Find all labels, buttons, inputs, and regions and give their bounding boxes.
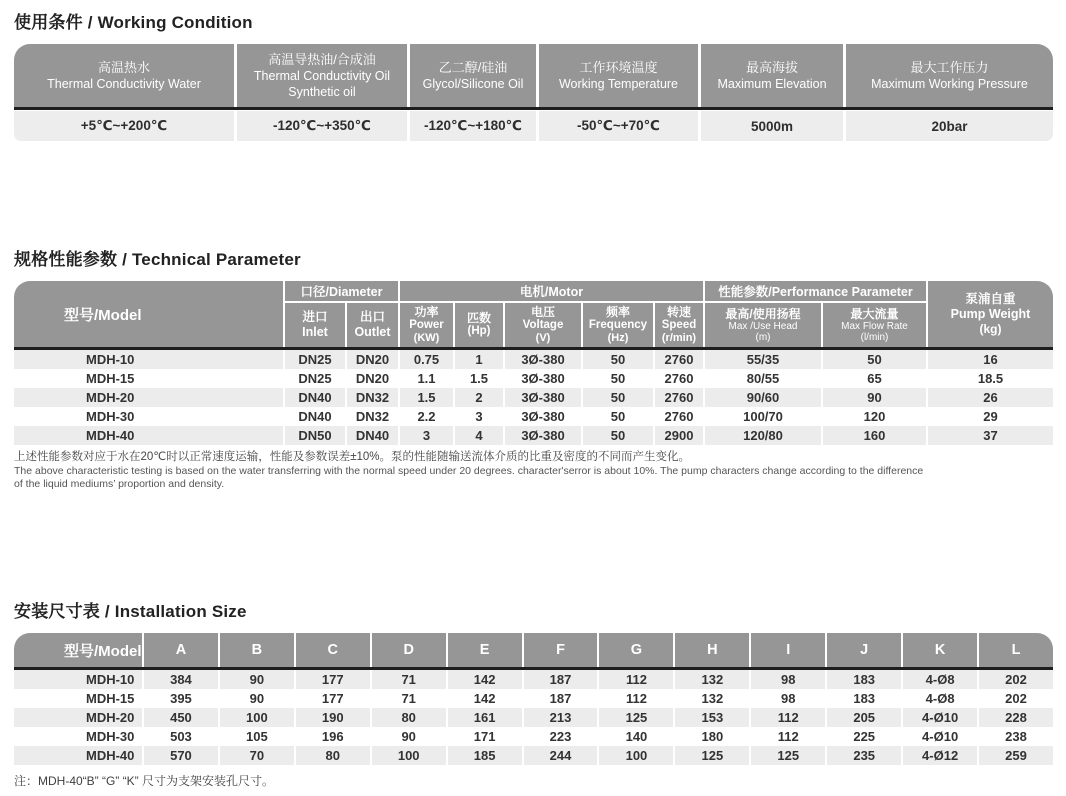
header-zh: 进口 [302, 310, 328, 324]
cell: 2760 [655, 369, 703, 388]
cell: 71 [372, 689, 446, 708]
cell: 213 [524, 708, 598, 727]
cell: 1.5 [455, 369, 503, 388]
header-frequency [583, 303, 653, 347]
cell: 4-Ø12 [903, 746, 977, 765]
cell: 105 [220, 727, 294, 746]
header-en: Max /Use Head [728, 321, 798, 332]
value-working-temp: -50℃~+70℃ [539, 111, 698, 141]
cell: 171 [448, 727, 522, 746]
cell: DN32 [347, 407, 398, 426]
installation-size-title: 安装尺寸表 / Installation Size [14, 602, 247, 621]
cell: 177 [296, 689, 370, 708]
header-en: (Hp) [467, 325, 491, 338]
header-pump-weight [928, 281, 1053, 347]
table-row [14, 708, 1053, 727]
cell: 100 [220, 708, 294, 727]
header-unit: (V) [535, 332, 551, 344]
header-zh: 最高/使用扬程 [725, 307, 801, 321]
cell: 196 [296, 727, 370, 746]
header-zh: 转速 [666, 304, 691, 319]
table-row [14, 388, 1053, 407]
technical-header [14, 281, 1053, 347]
cell: 132 [675, 689, 749, 708]
cell: 1 [455, 350, 503, 369]
technical-note-en: The above characteristic testing is based on the water transferring with the normal speed under 20 degrees. character'serror is about 10%. The pump characters change according to the difference of the liquid mediums’ proportion and density. [14, 465, 924, 490]
cell: 160 [823, 426, 926, 445]
header-unit: (Hz) [607, 332, 629, 344]
cell: 185 [448, 746, 522, 765]
cell: 90 [823, 388, 926, 407]
cell: 132 [675, 670, 749, 689]
header-zh: 出口 [359, 310, 385, 324]
header-en: Outlet [354, 325, 391, 339]
header-en: Thermal Conductivity Water [47, 77, 201, 91]
cell: 18.5 [928, 369, 1053, 388]
cell: 120/80 [705, 426, 821, 445]
header-cell-hot-water [14, 44, 234, 107]
value-max-elevation: 5000m [701, 111, 843, 141]
table-row [14, 407, 1053, 426]
cell: 80 [372, 708, 446, 727]
cell: 4-Ø10 [903, 708, 977, 727]
cell: 90 [220, 670, 294, 689]
cell: 4-Ø8 [903, 670, 977, 689]
cell: 244 [524, 746, 598, 765]
cell: 2 [455, 388, 503, 407]
header-en: Inlet [302, 325, 328, 339]
header-zh: 乙二醇/硅油 [438, 60, 508, 75]
working-condition-table [14, 44, 1053, 141]
header-dim-j: J [827, 633, 901, 667]
technical-parameter-table [14, 281, 1053, 445]
header-en: Maximum Working Pressure [871, 77, 1028, 91]
header-dim-e: E [448, 633, 522, 667]
cell: 183 [827, 689, 901, 708]
working-condition-value-row [14, 111, 1053, 141]
cell: 177 [296, 670, 370, 689]
header-divider-line [14, 107, 1053, 110]
cell: 503 [144, 727, 218, 746]
table-row [14, 369, 1053, 388]
header-dim-b: B [220, 633, 294, 667]
header-zh: 频率 [605, 304, 630, 319]
cell: 3Ø-380 [505, 350, 581, 369]
header-en: Glycol/Silicone Oil [422, 77, 524, 91]
cell: 100/70 [705, 407, 821, 426]
cell-model: MDH-20 [14, 708, 142, 727]
cell: 90 [220, 689, 294, 708]
working-condition-header-row [14, 44, 1053, 107]
cell: 80 [296, 746, 370, 765]
header-zh: 泵浦自重 [965, 292, 1016, 306]
header-cell-glycol [410, 44, 536, 107]
cell: 70 [220, 746, 294, 765]
cell-model: MDH-40 [14, 746, 142, 765]
header-zh: 最大流量 [850, 307, 899, 321]
header-zh: 工作环境温度 [579, 60, 658, 75]
working-condition-title: 使用条件 / Working Condition [14, 13, 253, 32]
cell: 100 [372, 746, 446, 765]
cell: 225 [827, 727, 901, 746]
table-row [14, 727, 1053, 746]
cell: 65 [823, 369, 926, 388]
cell: 2900 [655, 426, 703, 445]
cell-model: MDH-10 [14, 350, 283, 369]
header-en: Max Flow Rate [841, 321, 908, 332]
header-unit: (m) [755, 332, 771, 343]
cell: 90/60 [705, 388, 821, 407]
header-voltage [505, 303, 581, 347]
cell: 26 [928, 388, 1053, 407]
header-inlet [285, 303, 345, 347]
cell: 153 [675, 708, 749, 727]
cell-model: MDH-30 [14, 727, 142, 746]
value-thermal-oil: -120℃~+350℃ [237, 111, 407, 141]
value-max-pressure: 20bar [846, 111, 1053, 141]
cell: 120 [823, 407, 926, 426]
cell: 140 [599, 727, 673, 746]
cell: 50 [583, 426, 653, 445]
cell: 180 [675, 727, 749, 746]
header-speed [655, 303, 703, 347]
cell: DN20 [347, 369, 398, 388]
cell: 50 [583, 350, 653, 369]
cell: 1.5 [400, 388, 453, 407]
cell: 112 [599, 689, 673, 708]
cell: 3 [455, 407, 503, 426]
table-row [14, 426, 1053, 445]
installation-note: 注：MDH-40“B” “G” “K” 尺寸为支架安装孔尺寸。 [14, 774, 274, 788]
cell: 3Ø-380 [505, 369, 581, 388]
header-en: Speed [661, 319, 697, 331]
header-en: Maximum Elevation [717, 77, 827, 91]
header-zh: 最高海拔 [745, 60, 798, 75]
header-en: Frequency [588, 319, 648, 331]
cell: DN32 [347, 388, 398, 407]
header-en: Power [409, 319, 444, 331]
cell: 259 [979, 746, 1053, 765]
cell: 50 [823, 350, 926, 369]
header-zh: 电压 [530, 304, 555, 319]
header-cell-working-temp [539, 44, 698, 107]
cell: 235 [827, 746, 901, 765]
cell: 29 [928, 407, 1053, 426]
cell: 190 [296, 708, 370, 727]
cell: 205 [827, 708, 901, 727]
cell: DN50 [285, 426, 345, 445]
header-zh: 高温热水 [97, 60, 150, 75]
cell: 112 [751, 727, 825, 746]
installation-size-table [14, 633, 1053, 765]
header-dim-i: I [751, 633, 825, 667]
cell: 2760 [655, 388, 703, 407]
cell: DN25 [285, 350, 345, 369]
header-unit: (kg) [979, 322, 1002, 336]
cell: 98 [751, 689, 825, 708]
cell: DN40 [285, 407, 345, 426]
cell: 3 [400, 426, 453, 445]
value-glycol: -120℃~+180℃ [410, 111, 536, 141]
cell: 142 [448, 689, 522, 708]
cell: 183 [827, 670, 901, 689]
technical-note-zh: 上述性能参数对应于水在20℃时以正常速度运输，性能及参数误差±10%。泵的性能随输送流体介质的比重及密度的不同而产生变化。 [14, 451, 691, 463]
header-en: Pump Weight [950, 307, 1031, 321]
cell: 50 [583, 407, 653, 426]
cell-model: MDH-40 [14, 426, 283, 445]
cell: 187 [524, 670, 598, 689]
cell: 2.2 [400, 407, 453, 426]
cell: 161 [448, 708, 522, 727]
cell: DN20 [347, 350, 398, 369]
cell: 80/55 [705, 369, 821, 388]
header-dim-h: H [675, 633, 749, 667]
technical-parameter-title: 规格性能参数 / Technical Parameter [14, 250, 301, 269]
cell: 1.1 [400, 369, 453, 388]
header-dim-k: K [903, 633, 977, 667]
cell: 228 [979, 708, 1053, 727]
cell: 4-Ø8 [903, 689, 977, 708]
value-hot-water: +5℃~+200℃ [14, 111, 234, 141]
header-max-head [705, 303, 821, 347]
header-outlet [347, 303, 398, 347]
installation-header [14, 633, 1053, 667]
cell-model: MDH-15 [14, 369, 283, 388]
header-cell-thermal-oil [237, 44, 407, 107]
cell: 125 [599, 708, 673, 727]
table-row [14, 746, 1053, 765]
header-zh: 最大工作压力 [910, 60, 989, 75]
cell: 125 [751, 746, 825, 765]
header-dim-g: G [599, 633, 673, 667]
cell: 3Ø-380 [505, 388, 581, 407]
header-en: Working Temperature [558, 77, 679, 91]
header-dim-d: D [372, 633, 446, 667]
header-power [400, 303, 453, 347]
header-hp [455, 303, 503, 347]
cell: 55/35 [705, 350, 821, 369]
cell: DN40 [285, 388, 345, 407]
cell: 2760 [655, 407, 703, 426]
header-cell-max-elevation [701, 44, 843, 107]
header-zh: 高温导热油/合成油 [268, 52, 376, 67]
header-unit: (r/min) [661, 332, 697, 344]
cell: 384 [144, 670, 218, 689]
cell-model: MDH-15 [14, 689, 142, 708]
header-en: Thermal Conductivity Oil Synthetic oil [253, 69, 391, 99]
header-dim-f: F [524, 633, 598, 667]
cell-model: MDH-10 [14, 670, 142, 689]
cell: 4 [455, 426, 503, 445]
cell: 50 [583, 388, 653, 407]
cell: 187 [524, 689, 598, 708]
cell-model: MDH-30 [14, 407, 283, 426]
header-group-diameter: 口径/Diameter [285, 281, 398, 301]
header-max-flow [823, 303, 926, 347]
cell: 3Ø-380 [505, 407, 581, 426]
table-row [14, 689, 1053, 708]
header-group-motor: 电机/Motor [400, 281, 703, 301]
cell: 3Ø-380 [505, 426, 581, 445]
header-model: 型号/Model [14, 281, 283, 347]
cell: 37 [928, 426, 1053, 445]
cell: 223 [524, 727, 598, 746]
cell: 450 [144, 708, 218, 727]
header-zh: 功率 [414, 304, 439, 319]
header-unit: (KW) [413, 332, 440, 344]
cell: 112 [599, 670, 673, 689]
cell: 0.75 [400, 350, 453, 369]
cell: 395 [144, 689, 218, 708]
header-dim-c: C [296, 633, 370, 667]
cell-model: MDH-20 [14, 388, 283, 407]
cell: 142 [448, 670, 522, 689]
header-group-performance: 性能参数/Performance Parameter [705, 281, 926, 301]
header-unit: (l/min) [860, 332, 889, 343]
header-dim-a: A [144, 633, 218, 667]
cell: 71 [372, 670, 446, 689]
header-dim-l: L [979, 633, 1053, 667]
table-row [14, 670, 1053, 689]
cell: 202 [979, 670, 1053, 689]
cell: 100 [599, 746, 673, 765]
header-cell-max-pressure [846, 44, 1053, 107]
cell: 50 [583, 369, 653, 388]
cell: 238 [979, 727, 1053, 746]
cell: 112 [751, 708, 825, 727]
cell: 4-Ø10 [903, 727, 977, 746]
header-model: 型号/Model [14, 633, 142, 667]
cell: 2760 [655, 350, 703, 369]
cell: 98 [751, 670, 825, 689]
cell: 202 [979, 689, 1053, 708]
header-zh: 匹数 [466, 310, 491, 325]
table-row [14, 350, 1053, 369]
cell: 570 [144, 746, 218, 765]
cell: 125 [675, 746, 749, 765]
cell: DN40 [347, 426, 398, 445]
cell: DN25 [285, 369, 345, 388]
header-en: Voltage [522, 319, 564, 331]
cell: 16 [928, 350, 1053, 369]
cell: 90 [372, 727, 446, 746]
